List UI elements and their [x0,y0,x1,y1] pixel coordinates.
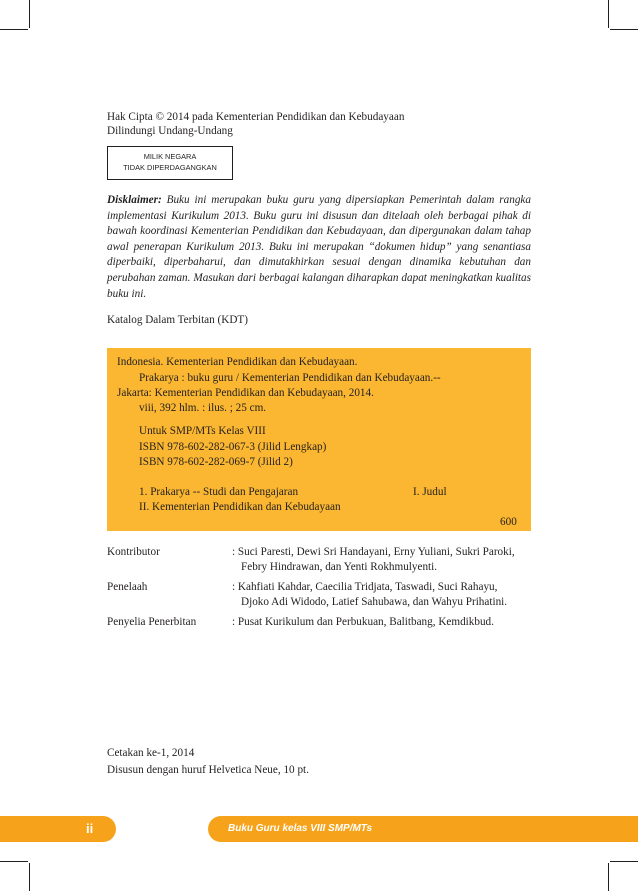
credit-role: Kontributor [107,546,160,558]
disclaimer-label: Disklaimer: [107,194,162,206]
stamp-line-1: MILIK NEGARA [143,152,197,161]
disclaimer-paragraph [107,193,531,302]
kdt-author: Indonesia. Kementerian Pendidikan dan Kebudayaan. [117,356,358,368]
credit-role: Penyelia Penerbitan [107,616,197,628]
crop-mark-top-right-v [608,0,609,28]
copyright-line: Hak Cipta © 2014 pada Kementerian Pendidikan dan Kebudayaan [107,111,405,123]
kdt-isbn-1: ISBN 978-602-282-067-3 (Jilid Lengkap) [139,441,327,453]
book-label: Buku Guru kelas VIII SMP/MTs [228,823,373,834]
credit-names-continued: Febry Hindrawan, dan Yenti Rokhmulyenti. [241,561,438,573]
page-number: ii [86,821,94,836]
edition-line: Cetakan ke-1, 2014 [107,747,195,759]
book-label-tab [208,816,638,842]
typeface-line: Disusun dengan huruf Helvetica Neue, 10 pt. [107,764,309,776]
crop-mark-top-left-h [0,29,28,30]
crop-mark-top-right-h [610,29,638,30]
kdt-subject-2: II. Kementerian Pendidikan dan Kebudayaan [139,501,341,513]
credit-names-continued: Djoko Adi Widodo, Latief Sahubawa, dan Wahyu Prihatini. [241,596,508,608]
state-property-stamp [107,146,233,180]
crop-mark-bottom-left-h [0,861,28,862]
kdt-classification: 600 [500,516,517,528]
kdt-isbn-2: ISBN 978-602-282-069-7 (Jilid 2) [139,456,293,468]
credit-names: : Kahfiati Kahdar, Caecilia Tridjata, Taswadi, Suci Rahayu, [232,581,498,593]
kdt-box [107,348,531,531]
catalog-heading: Katalog Dalam Terbitan (KDT) [107,314,248,326]
kdt-subject-1-right: I. Judul [413,486,447,498]
credit-role: Penelaah [107,581,148,593]
crop-mark-bottom-left-v [29,863,30,891]
credit-names: : Pusat Kurikulum dan Perbukuan, Balitbang, Kemdikbud. [232,616,494,628]
kdt-publisher: Jakarta: Kementerian Pendidikan dan Kebudayaan, 2014. [117,387,374,399]
crop-mark-top-left-v [29,0,30,28]
stamp-line-2: TIDAK DIPERDAGANGKAN [123,163,217,172]
kdt-audience: Untuk SMP/MTs Kelas VIII [139,425,266,437]
crop-mark-bottom-right-h [610,861,638,862]
page-number-tab [0,816,116,842]
kdt-physical: viii, 392 hlm. : ilus. ; 25 cm. [139,402,267,414]
crop-mark-bottom-right-v [608,863,609,891]
disclaimer-text: Buku ini merupakan buku guru yang dipersiapkan Pemerintah dalam rangka implementasi Kurikulum 2013. Buku guru ini disusun dan ditelaah oleh berbagai pihak di bawah koordinasi Kementerian Pendidikan dan Kebudayaan, dan dipergunakan dalam tahap awal penerapan Kurikulum 2013. Buku ini merupakan “dokumen hidup” yang senantiasa diperbaiki, diperbaharui, dan dimutakhirkan sesuai dengan dinamika kebutuhan dan perubahan zaman. Masukan dari berbagai kalangan diharapkan dapat meningkatkan kualitas buku ini. [107,194,531,300]
kdt-title: Prakarya : buku guru / Kementerian Pendidikan dan Kebudayaan.-- [139,372,441,384]
credit-names: : Suci Paresti, Dewi Sri Handayani, Erny Yuliani, Sukri Paroki, [232,546,515,558]
protection-line: Dilindungi Undang-Undang [107,125,233,137]
kdt-subject-1: 1. Prakarya -- Studi dan Pengajaran [139,486,299,498]
